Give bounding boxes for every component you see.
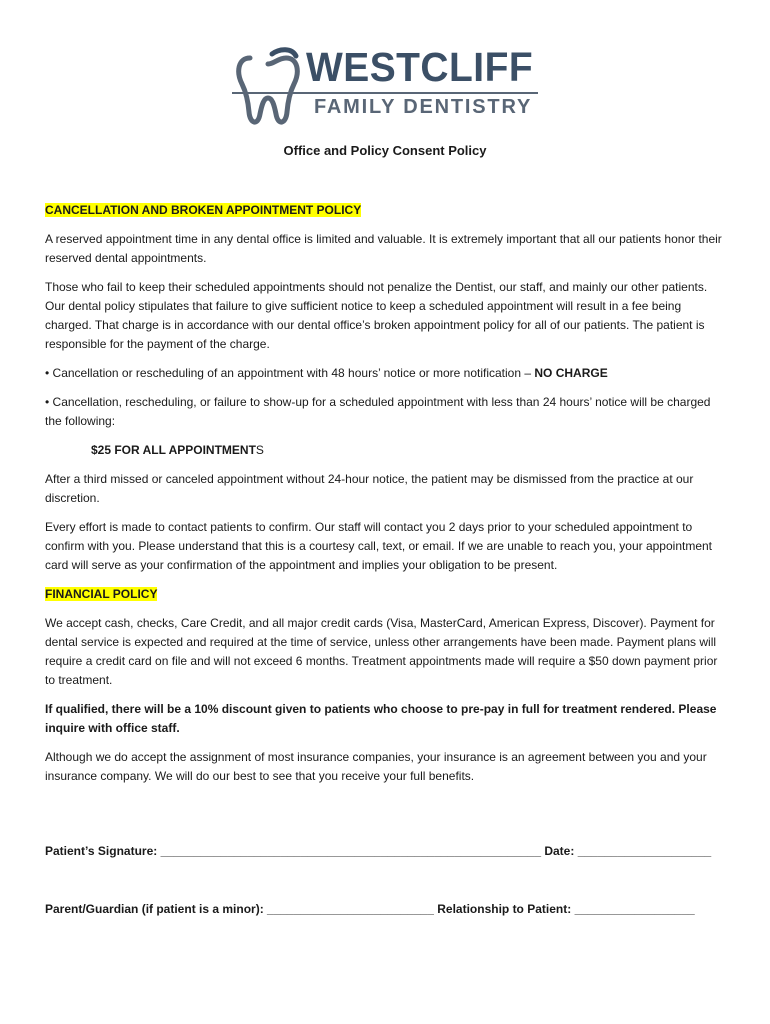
fee-line [45,441,730,460]
relationship-label: Relationship to Patient: [433,902,575,916]
cancellation-paragraph-4: Every effort is made to contact patients to confirm. Our staff will contact you 2 days prior to your scheduled appointment to confirm with you. Please understand that this is a courtesy call, text, or email. If we are unable to reach you, your appointment card will serve as your confirmation of the appointment and implies your obligation to be present. [45,520,713,572]
relationship-field[interactable]: __________________ [574,902,695,916]
discount-notice: If qualified, there will be a 10% discount given to patients who choose to pre-pay in full for treatment rendered. Please inquire with office staff. [45,702,717,735]
cancellation-heading: CANCELLATION AND BROKEN APPOINTMENT POLICY [45,203,362,217]
financial-heading: FINANCIAL POLICY [45,587,158,601]
guardian-signature-row [45,902,730,916]
no-charge-label: NO CHARGE [534,366,608,380]
bullet-48-hours [45,364,730,383]
cancellation-paragraph-3: After a third missed or canceled appointment without 24-hour notice, the patient may be dismissed from the practice at our discretion. [45,472,694,505]
practice-logo [232,44,542,132]
bullet-48-hours-text: • Cancellation or rescheduling of an appointment with 48 hours’ notice or more notification – [45,366,535,380]
logo-name: WESTCLIFF [306,44,534,90]
patient-signature-label: Patient’s Signature: [45,844,161,858]
policy-body [45,201,730,796]
guardian-signature-field[interactable]: _________________________ [267,902,434,916]
cancellation-paragraph-2: Those who fail to keep their scheduled appointments should not penalize the Dentist, our staff, and mainly our other patients. Our dental policy stipulates that failure to give sufficient notice to keep a scheduled appointment will result in a fee being charged. That charge is in accordance with our dental office’s broken appointment policy for all of our patients. The patient is responsible for the payment of the charge. [45,280,708,351]
guardian-label: Parent/Guardian (if patient is a minor): [45,902,268,916]
cancellation-paragraph-1: A reserved appointment time in any dental office is limited and valuable. It is extremely important that all our patients honor their reserved dental appointments. [45,232,722,265]
logo-divider [232,92,538,94]
patient-signature-row [45,844,730,858]
bullet-24-hours: • Cancellation, rescheduling, or failure to show-up for a scheduled appointment with less than 24 hours’ notice will be charged the following: [45,395,711,428]
tooth-logo-icon [232,44,304,132]
document-title: Office and Policy Consent Policy [283,143,487,158]
logo-tagline: FAMILY DENTISTRY [314,96,533,118]
financial-paragraph-2: Although we do accept the assignment of most insurance companies, your insurance is an agreement between you and your insurance company. We will do our best to see that you receive your full benefits. [45,750,707,783]
fee-amount-tail: S [255,443,264,457]
financial-paragraph-1: We accept cash, checks, Care Credit, and all major credit cards (Visa, MasterCard, American Express, Discover). Payment for dental service is expected and required at the time of service, unless other arrangements have been made. Payment plans will require a credit card on file and will not exceed 6 months. Treatment appointments made will require a $50 down payment prior to treatment. [45,616,718,687]
fee-amount: $25 FOR ALL APPOINTMENT [91,443,256,457]
date-label: Date: [541,844,578,858]
date-field[interactable]: ____________________ [577,844,712,858]
patient-signature-field[interactable]: _________________________________________________________ [160,844,541,858]
